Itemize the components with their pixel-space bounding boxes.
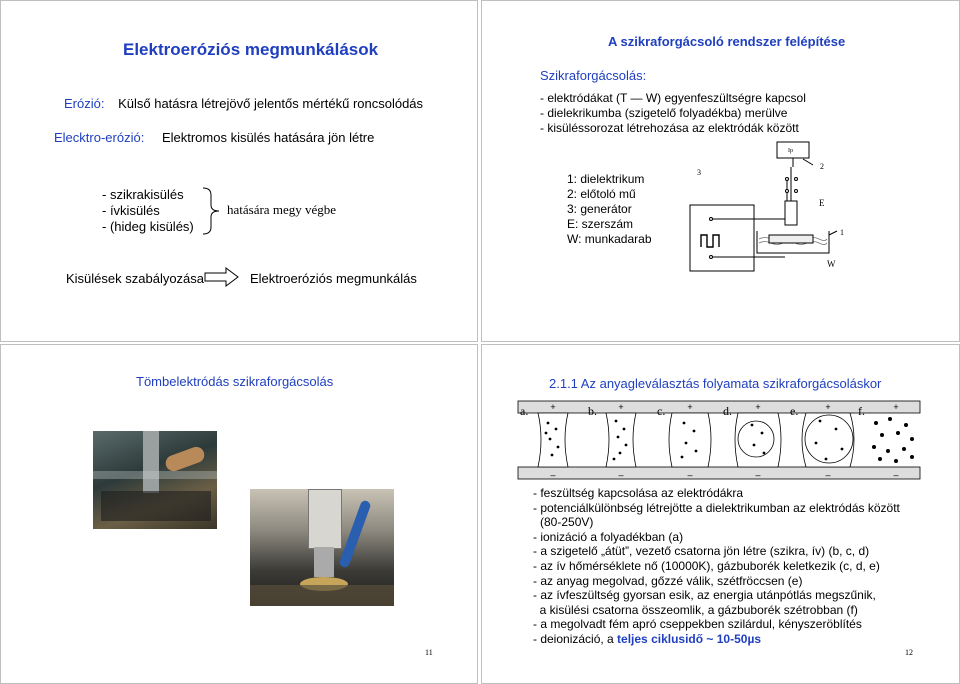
legend-item: 2: előtoló mű [567, 187, 636, 201]
slide-title: A szikraforgácsoló rendszer felépítése [608, 34, 846, 49]
slide-11-top [0, 0, 478, 342]
list-item: - elektródákat (T — W) egyenfeszültségre kapcsol [540, 91, 806, 105]
svg-text:+: + [893, 402, 899, 412]
svg-text:–: – [550, 470, 556, 480]
list-item: - ionizáció a folyadékban (a) [533, 529, 684, 544]
cycle-time-emphasis: teljes ciklusidő ~ 10-50µs [617, 631, 762, 646]
erozio-text: Külső hatásra létrejövő jelentős mértékű roncsolódás [118, 96, 424, 111]
legend-item: 1: dielektrikum [567, 172, 645, 186]
stage-label-e: e. [790, 404, 799, 418]
discharge-types-list [102, 187, 194, 235]
list-item: - ívkisülés [102, 203, 160, 218]
svg-text:+: + [687, 402, 693, 412]
legend-item: 3: generátor [567, 202, 632, 216]
list-item: (80-250V) [540, 515, 594, 530]
list-item: - feszültség kapcsolása az elektródákra [533, 486, 744, 500]
page-number: 12 [905, 648, 913, 657]
slide-11-bottom [0, 344, 478, 684]
svg-text:–: – [755, 470, 761, 480]
definition-erozio [64, 96, 423, 111]
svg-text:+: + [825, 402, 831, 412]
brace-text: hatására megy végbe [227, 202, 337, 217]
slide-12-bottom [481, 344, 960, 684]
elektro-text: Elektromos kisülés hatására jön létre [161, 130, 375, 145]
list-item: - a megolvadt fém apró cseppekben szilárdul, kényszeröblítés [533, 617, 862, 632]
diagram-label-three: 3 [697, 168, 701, 177]
definition-elektro [54, 130, 374, 145]
edm-electrode-photo [250, 489, 394, 606]
svg-text:Ip: Ip [788, 148, 793, 154]
slide-12-top [481, 0, 960, 342]
bullet-list [540, 91, 806, 136]
diagram-label-one: 1 [840, 228, 844, 237]
diagram-legend [567, 172, 652, 247]
legend-item: W: munkadarab [567, 232, 652, 246]
svg-text:–: – [687, 470, 693, 480]
list-item: - az ív hőmérséklete nő (10000K), gázbuborék keletkezik (c, d, e) [533, 558, 880, 573]
svg-text:+: + [550, 402, 556, 412]
list-item: - a szigetelő „átüt”, vezető csatorna jön létre (szikra, ív) (b, c, d) [533, 544, 870, 559]
diagram-label-e: E [819, 198, 825, 208]
list-item: - (hideg kisülés) [102, 219, 194, 234]
edm-machine-photo [93, 431, 217, 529]
stage-label-b: b. [588, 404, 597, 418]
svg-text:+: + [755, 402, 761, 412]
section-title: 2.1.1 Az anyagleválasztás folyamata szikraforgácsoláskor [549, 376, 882, 391]
arrow-right-icon [204, 267, 240, 287]
flow-right-text: Elektroeróziós megmunkálás [250, 271, 417, 286]
stage-label-f: f. [858, 404, 865, 418]
elektro-label: Elecktro-erózió: [54, 130, 145, 145]
list-item: - az anyag megolvad, gőzzé válik, szétfröccsen (e) [533, 573, 803, 588]
slide-subtitle: Szikraforgácsolás: [540, 68, 647, 83]
list-item-last [533, 632, 900, 647]
stage-label-a: a. [520, 404, 529, 418]
diagram-label-two: 2 [820, 162, 824, 171]
list-item: - kisüléssorozat létrehozása az elektródák között [540, 121, 799, 135]
erozio-label: Erózió: [64, 96, 105, 111]
stage-label-d: d. [723, 404, 732, 418]
right-brace [201, 187, 223, 235]
list-item: - dielekrikumba (szigetelő folyadékba) merülve [540, 106, 788, 120]
section-title: Tömbelektródás szikraforgácsolás [136, 374, 334, 389]
svg-text:–: – [618, 470, 624, 480]
diagram-label-w: W [827, 259, 836, 269]
list-item: a kisülési csatorna összeomlik, a gázbuborék szétrobban (f) [533, 602, 858, 617]
stage-label-c: c. [657, 404, 666, 418]
last-prefix: - deionizáció, a [533, 631, 618, 646]
flow-left-text: Kisülések szabályozása [66, 271, 205, 286]
process-list [533, 486, 900, 647]
list-item: - potenciálkülönbség létrejötte a dielektrikumban az elektródás között [533, 500, 900, 515]
svg-text:–: – [893, 470, 899, 480]
legend-item: E: szerszám [567, 217, 634, 231]
list-item: - az ívfeszültség gyorsan esik, az energia utánpótlás megszűnik, [533, 588, 876, 603]
slide-title: Elektroeróziós megmunkálások [123, 40, 379, 59]
list-item: - szikrakisülés [102, 187, 184, 202]
svg-text:+: + [618, 402, 624, 412]
page-number: 11 [425, 648, 433, 657]
svg-text:–: – [825, 470, 831, 480]
